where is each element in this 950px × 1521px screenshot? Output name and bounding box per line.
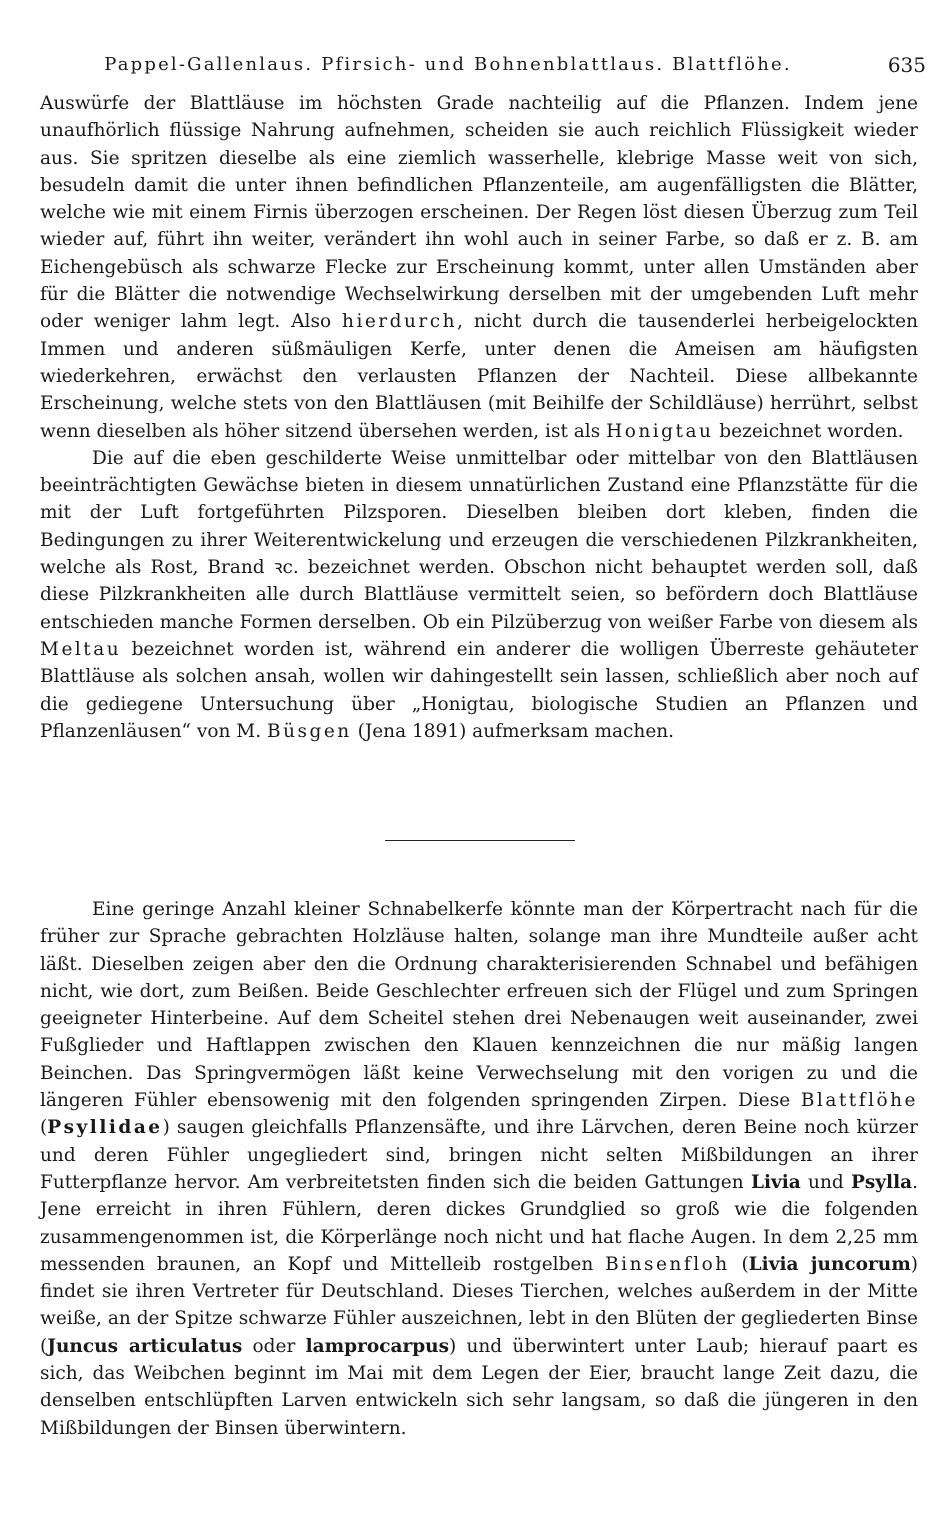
text-run: und xyxy=(800,1171,851,1193)
text-run: ( xyxy=(729,1253,749,1275)
paragraph-pilzsporen xyxy=(40,445,918,745)
text-run: ) saugen gleichfalls Pflanzensäfte, und ihre Lärvchen, deren Beine noch kürzer und deren Fühler ungegliedert sind, bringen nicht selten Mißbildungen an ihrer Futterpflanze hervor. Am verbreitetsten finden sich die beiden Gattungen xyxy=(40,1117,918,1193)
running-title: Pappel-Gallenlaus. Pfirsich- und Bohnenblattlaus. Blattflöhe. xyxy=(104,54,792,75)
text-run: Die auf die eben geschilderte Weise unmittelbar oder mittelbar von den Blattläusen beeinträchtigten Gewächse bieten in diesem unnatürlichen Zustand eine Pflanzstätte für die mit der Luft fortgeführten Pilzsporen. Dieselben bleiben dort kleben, finden die Bedingungen zu ihrer Weiterentwickelung und erzeugen die verschiedenen Pilzkrankheiten, welche als Rost, Brand ꝛc. bezeichnet werden. Obschon nicht behauptet werden soll, daß diese Pilzkrankheiten alle durch Blattläuse vermittelt seien, so befördern doch Blattläuse entschieden manche Formen derselben. Ob ein Pilzüberzug von weißer Farbe von diesem als xyxy=(40,447,918,633)
text-run: ) findet sie ihren Vertreter für Deutschland. Dieses Tierchen, welches außerdem in der Mitte weiße, an der Spitze schwarze Fühler auszeichnen, lebt in den Blüten der gegliederten Binse ( xyxy=(40,1253,918,1357)
latin-juncus-articulatus: Juncus articulatus xyxy=(47,1335,243,1357)
text-run: bezeichnet worden. xyxy=(713,420,904,442)
text-run: , nicht durch die tausenderlei herbeigelockten Immen und anderen süßmäuligen Kerfe, unter denen die Ameisen am häufigsten wiederkehren, erwächst den verlausten Pflanzen der Nachteil. Diese allbekannte Erscheinung, welche stets von den Blattläusen (mit Beihilfe der Schildläuse) herrührt, selbst wenn dieselben als höher sitzend übersehen werden, ist als xyxy=(40,311,918,442)
text-run: oder xyxy=(242,1335,306,1357)
latin-lamprocarpus: lamprocarpus xyxy=(305,1335,449,1357)
text-run: Eine geringe Anzahl kleiner Schnabelkerfe könnte man der Körpertracht nach für die früher zur Sprache gebrachten Holzläuse halten, solange man ihre Mundteile außer acht läßt. Dieselben zeigen aber den die Ordnung charakterisierenden Schnabel und befähigen nicht, wie dort, zum Beißen. Beide Geschlechter erfreuen sich der Flügel und zum Springen geeigneter Hinterbeine. Auf dem Scheitel stehen drei Nebenaugen weit auseinander, zwei Fußglieder und Haftlappen zwischen den Klauen kennzeichnen die nur mäßig langen Beinchen. Das Springvermögen läßt keine Verwechselung mit den vorigen zu und die längeren Fühler ebensowenig mit den folgenden springenden Zirpen. Diese xyxy=(40,899,918,1112)
section-blattfloehe xyxy=(40,896,918,1442)
term-honigtau: Honigtau xyxy=(606,420,714,442)
latin-livia-juncorum: Livia juncorum xyxy=(748,1253,911,1275)
text-run: . Jene erreicht in ihren Fühlern, deren dickes Grundglied so groß wie die folgenden zusammengenommen ist, die Körperlänge noch nicht und hat flache Augen. In dem 2,25 mm messenden braunen, an Kopf und Mittelleib rostgelben xyxy=(40,1171,918,1275)
paragraph-honigtau xyxy=(40,90,918,445)
term-binsenfloh: Binsenfloh xyxy=(605,1253,730,1275)
text-run: ( xyxy=(40,1117,48,1139)
page-number: 635 xyxy=(887,53,926,77)
paragraph-blattfloehe xyxy=(40,896,918,1442)
text-run: (Jena 1891) aufmerksam machen. xyxy=(351,720,675,742)
text-run: Auswürfe der Blattläuse im höchsten Grade nachteilig auf die Pflanzen. Indem jene unaufhörlich flüssige Nahrung aufnehmen, scheiden sie auch reichlich Flüssigkeit wieder aus. Sie spritzen dieselbe als eine ziemlich wasserhelle, klebrige Masse weit von sich, besudeln damit die unter ihnen befindlichen Pflanzenteile, am augenfälligsten die Blätter, welche wie mit einem Firnis überzogen erscheinen. Der Regen löst diesen Überzug zum Teil wieder auf, führt ihn weiter, verändert ihn wohl auch in seiner Farbe, so daß er z. B. am Eichengebüsch als schwarze Flecke zur Erscheinung kommt, unter allen Umständen aber für die Blätter die notwendige Wechselwirkung derselben mit der umgebenden Luft mehr oder weniger lahm legt. Also xyxy=(40,93,918,333)
running-head xyxy=(40,50,926,80)
text-run: bezeichnet worden ist, während ein anderer die wolligen Überreste gehäuteter Blattläuse als solchen ansah, wollen wir dahingestellt sein lassen, schließlich aber noch auf die gediegene Untersuchung über „Honigtau, biologische Studien an Pflanzen und Pflanzenläusen“ von M. xyxy=(40,638,918,742)
latin-livia: Livia xyxy=(750,1171,801,1193)
latin-psyllidae: Psyllidae xyxy=(47,1117,163,1139)
term-blattfloehe: Blattflöhe xyxy=(800,1090,918,1112)
latin-psylla: Psylla xyxy=(850,1171,913,1193)
section-divider xyxy=(385,840,575,841)
section-honigtau xyxy=(40,90,918,745)
author-buesgen: Büsgen xyxy=(267,720,352,742)
emphasis-hierdurch: hierdurch xyxy=(342,311,458,333)
term-meltau: Meltau xyxy=(40,638,122,660)
text-run: ) und überwintert unter Laub; hierauf paart es sich, das Weibchen beginnt im Mai mit dem Legen der Eier, braucht lange Zeit dazu, die denselben entschlüpften Larven entwickeln sich sehr langsam, so daß die jüngeren in den Mißbildungen der Binsen überwintern. xyxy=(40,1335,918,1439)
